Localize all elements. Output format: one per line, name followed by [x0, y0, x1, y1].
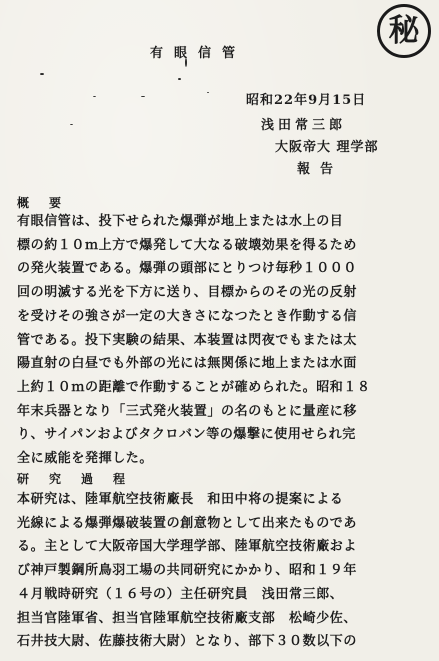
- summary-line: 回の明滅する光を下方に送り、目標からのその光の反射: [17, 285, 358, 301]
- ink-speck: [207, 92, 209, 93]
- progress-line: る。主として大阪帝国大学理学部、陸軍航空技術廠およ: [17, 539, 358, 555]
- document-date: 昭和22年9月15日: [246, 93, 367, 108]
- ink-speck: [178, 78, 181, 80]
- ink-speck: [93, 96, 96, 97]
- summary-line: り、サイパンおよびタクロバン等の爆撃に使用せられ完: [17, 427, 356, 443]
- document-organization: 大阪帝大 理学部: [275, 140, 379, 155]
- progress-line: 石井技大尉、佐藤技術大尉）となり、部下３０数以下の: [17, 634, 358, 650]
- progress-paragraph: [17, 488, 422, 654]
- document-title: 有眼信管: [150, 46, 247, 61]
- ink-speck: [70, 124, 73, 125]
- ink-speck: [40, 73, 44, 75]
- progress-line: 本研究は、陸軍航空技術廠長 和田中将の提案による: [17, 492, 344, 507]
- summary-line: を受けその強さが一定の大きさになつたとき作動する信: [17, 308, 358, 324]
- document-author: 浅田常三郎: [261, 118, 347, 133]
- summary-line: 年末兵器となり「三式発火装置」の名のもとに量産に移: [17, 403, 358, 419]
- summary-line: 管である。投下実験の結果、本装置は閃夜でもまたは太: [17, 332, 358, 348]
- summary-line: 全に威能を発揮した。: [17, 451, 154, 467]
- document-type: 報告: [297, 162, 344, 177]
- summary-line: 上約１０ｍの距離で作動することが確められた。昭和１８: [17, 379, 371, 395]
- summary-line: の発火装置である。爆弾の頭部にとりつけ毎秒１０００: [17, 261, 358, 277]
- progress-line: ４月戦時研究（１６号の）主任研究員 浅田常三郎、: [17, 586, 344, 602]
- ink-speck: [141, 96, 145, 97]
- progress-line: 担当官陸軍省、担当官陸軍航空技術廠支部 松崎少佐、: [17, 610, 358, 626]
- summary-line: 標の約１０ｍ上方で爆発して大なる破壊効果を得るため: [17, 237, 358, 253]
- summary-paragraph: [17, 210, 422, 471]
- progress-line: 光線による爆弾爆破装置の創意物として出来たものであ: [17, 515, 358, 531]
- progress-line: び神戸製鋼所鳥羽工場の共同研究にかかり、昭和１９年: [17, 563, 358, 579]
- progress-heading: 研究過程: [17, 472, 146, 486]
- summary-heading: 概要: [17, 196, 82, 210]
- summary-line: 有眼信管は、投下せられた爆弾が地上または水上の目: [17, 214, 344, 229]
- secret-seal: [377, 4, 431, 58]
- summary-line: 陽直射の白昼でも外部の光には無関係に地上または水面: [17, 356, 358, 372]
- seal-text: 秘: [388, 12, 420, 49]
